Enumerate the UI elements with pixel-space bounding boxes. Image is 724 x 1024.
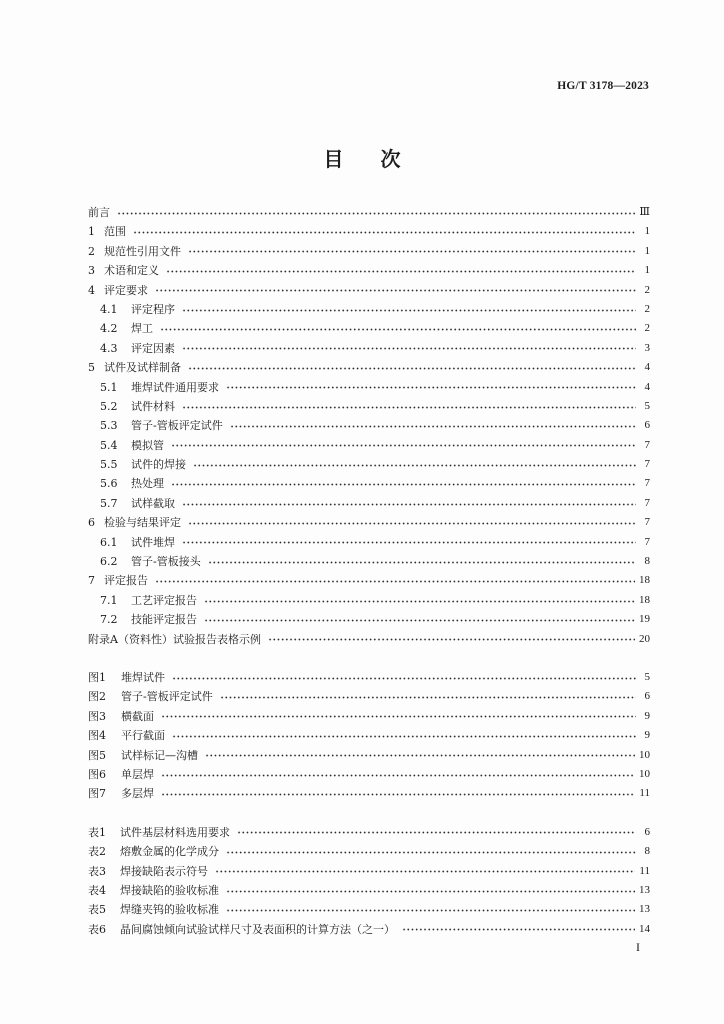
toc-entry-number: 图7	[88, 787, 106, 801]
toc-entry-number: 5.3	[100, 419, 118, 433]
toc-sections	[88, 203, 650, 649]
toc-entry	[88, 455, 650, 474]
toc-entry	[88, 474, 650, 493]
toc-entry	[88, 668, 650, 687]
toc-dot-leader	[205, 754, 635, 757]
toc-entry	[88, 765, 650, 784]
toc-entry	[88, 397, 650, 416]
toc-entry-title: 试件堆焊	[131, 535, 175, 549]
toc-entry-number: 4.2	[100, 322, 118, 336]
toc-entry-page: 7	[644, 477, 650, 490]
toc-entry-title: 晶间腐蚀倾向试验试样尺寸及表面积的计算方法（之一）	[120, 922, 395, 936]
toc-dot-leader	[161, 715, 636, 718]
toc-entry-title: 焊缝夹钨的验收标准	[120, 903, 219, 917]
toc-entry-number: 7.2	[100, 613, 118, 627]
toc-entry-title: 堆焊试件通用要求	[131, 380, 219, 394]
toc-entry-page: 2	[644, 283, 650, 296]
toc-entry-title: 评定程序	[131, 302, 175, 316]
toc-dot-leader	[188, 367, 636, 370]
toc-entry-number: 2	[88, 244, 95, 258]
toc-entry	[88, 900, 650, 919]
toc-entry-title: 焊接缺陷表示符号	[120, 864, 208, 878]
page-title: 目 次	[323, 147, 401, 171]
toc-tables	[88, 823, 650, 939]
toc-entry	[88, 436, 650, 455]
toc-entry	[88, 842, 650, 861]
toc-entry-page: 4	[644, 361, 650, 374]
toc-entry-page: 7	[644, 438, 650, 451]
toc-dot-leader	[182, 309, 636, 312]
toc-entry-page: 6	[644, 690, 650, 703]
toc-entry-page: 1	[644, 225, 650, 238]
standard-code: HG/T 3178—2023	[557, 80, 649, 92]
toc-entry	[88, 222, 650, 241]
toc-dot-leader	[161, 793, 635, 796]
toc-entry-title: 前言	[88, 206, 110, 219]
toc-entry-title: 试件及试样制备	[104, 361, 181, 375]
toc-dot-leader	[182, 406, 636, 409]
toc-entry-page: 14	[639, 922, 650, 935]
toc-dot-leader	[226, 386, 636, 389]
toc-entry-title: 单层焊	[121, 767, 154, 781]
toc-entry-number: 7.1	[100, 593, 118, 607]
toc-entry-page: 5	[644, 670, 650, 683]
toc-entry-title: 熔敷金属的化学成分	[120, 845, 219, 859]
toc-entry-page: 2	[644, 322, 650, 335]
toc-entry-title: 焊接缺陷的验收标准	[120, 883, 219, 897]
toc-entry-number: 3	[88, 264, 95, 278]
toc-entry-title: 附录A（资料性）试验报告表格示例	[88, 632, 261, 646]
toc-entry	[88, 571, 650, 590]
toc-entry-page: 7	[644, 458, 650, 471]
toc-entry-page: 9	[644, 729, 650, 742]
toc-dot-leader	[193, 464, 636, 467]
toc-entry-number: 表1	[88, 825, 106, 839]
toc-entry-page: 20	[639, 632, 650, 645]
toc-entry-title: 管子-管板接头	[131, 555, 201, 569]
toc-entry	[88, 494, 650, 513]
toc-entry	[88, 261, 650, 280]
toc-entry-title: 评定报告	[104, 574, 148, 588]
toc-dot-leader	[182, 503, 636, 506]
toc-entry-title: 评定要求	[104, 283, 148, 297]
toc-entry-number: 表3	[88, 864, 106, 878]
toc-entry-page: 4	[644, 380, 650, 393]
toc-entry-number: 图6	[88, 767, 106, 781]
toc-entry-number: 7	[88, 574, 95, 588]
toc-entry-page: 6	[644, 419, 650, 432]
toc-entry-number: 表2	[88, 845, 106, 859]
toc-dot-leader	[204, 600, 635, 603]
table-of-contents	[88, 203, 650, 939]
toc-dot-leader	[188, 250, 636, 253]
toc-entry	[88, 726, 650, 745]
toc-entry-number: 5.4	[100, 438, 118, 452]
toc-entry-page: 7	[644, 535, 650, 548]
toc-entry-title: 规范性引用文件	[104, 244, 181, 258]
toc-entry-number: 表4	[88, 883, 106, 897]
toc-dot-leader	[182, 347, 636, 350]
toc-entry-number: 4	[88, 283, 95, 297]
toc-dot-leader	[172, 677, 636, 680]
toc-entry	[88, 746, 650, 765]
toc-entry-page: Ⅲ	[639, 206, 650, 218]
toc-entry	[88, 687, 650, 706]
toc-entry	[88, 591, 650, 610]
toc-entry-page: 18	[639, 574, 650, 587]
toc-entry-number: 6	[88, 516, 95, 530]
toc-dot-leader	[268, 638, 635, 641]
toc-dot-leader	[171, 444, 636, 447]
toc-entry-title: 平行截面	[121, 729, 165, 743]
toc-entry-page: 13	[639, 903, 650, 916]
toc-entry-number: 4.1	[100, 302, 118, 316]
toc-entry-number: 4.3	[100, 341, 118, 355]
toc-dot-leader	[208, 561, 636, 564]
toc-entry-page: 10	[639, 767, 650, 780]
toc-entry-title: 工艺评定报告	[131, 593, 197, 607]
toc-entry-title: 横截面	[121, 709, 154, 723]
toc-dot-leader	[402, 928, 635, 931]
toc-entry-page: 1	[644, 264, 650, 277]
toc-entry-title: 试件基层材料选用要求	[120, 825, 230, 839]
toc-entry-number: 图5	[88, 748, 106, 762]
toc-entry-title: 范围	[104, 225, 126, 239]
toc-entry	[88, 416, 650, 435]
toc-entry-title: 管子-管板评定试件	[121, 690, 213, 704]
toc-entry-number: 5.2	[100, 399, 118, 413]
toc-entry-page: 1	[644, 244, 650, 257]
toc-dot-leader	[155, 289, 636, 292]
toc-entry	[88, 358, 650, 377]
toc-entry-number: 图2	[88, 690, 106, 704]
toc-entry	[88, 862, 650, 881]
toc-figures	[88, 668, 650, 804]
toc-entry	[88, 707, 650, 726]
toc-entry	[88, 784, 650, 803]
toc-entry-number: 图4	[88, 729, 106, 743]
toc-dot-leader	[171, 483, 636, 486]
toc-dot-leader	[215, 870, 635, 873]
toc-dot-leader	[166, 270, 636, 273]
toc-entry-title: 术语和定义	[104, 264, 159, 278]
toc-dot-leader	[172, 735, 636, 738]
toc-entry-number: 5.1	[100, 380, 118, 394]
toc-entry	[88, 300, 650, 319]
page-number: I	[636, 940, 640, 954]
toc-entry-title: 评定因素	[131, 341, 175, 355]
toc-entry-title: 试件的焊接	[131, 458, 186, 472]
toc-dot-leader	[226, 851, 636, 854]
toc-entry-title: 模拟管	[131, 438, 164, 452]
toc-entry-title: 试样标记—沟槽	[121, 748, 198, 762]
toc-entry-number: 图1	[88, 670, 106, 684]
toc-entry-page: 7	[644, 496, 650, 509]
toc-entry-page: 13	[639, 883, 650, 896]
toc-entry-title: 试样截取	[131, 496, 175, 510]
toc-entry-page: 11	[639, 864, 650, 877]
toc-entry-page: 10	[639, 748, 650, 761]
toc-entry	[88, 242, 650, 261]
toc-entry	[88, 378, 650, 397]
toc-entry	[88, 319, 650, 338]
toc-entry	[88, 920, 650, 939]
toc-entry	[88, 610, 650, 629]
toc-entry	[88, 203, 650, 222]
toc-entry-title: 堆焊试件	[121, 670, 165, 684]
toc-entry-title: 焊工	[131, 322, 153, 336]
toc-entry	[88, 339, 650, 358]
toc-entry-page: 19	[639, 613, 650, 626]
toc-dot-leader	[155, 580, 635, 583]
toc-dot-leader	[161, 774, 635, 777]
toc-dot-leader	[230, 425, 636, 428]
toc-entry-title: 技能评定报告	[131, 613, 197, 627]
toc-entry-page: 8	[644, 555, 650, 568]
toc-entry-number: 5.7	[100, 496, 118, 510]
toc-entry-page: 11	[639, 787, 650, 800]
toc-entry-number: 6.1	[100, 535, 118, 549]
toc-entry-title: 试件材料	[131, 399, 175, 413]
toc-dot-leader	[204, 619, 635, 622]
toc-dot-leader	[160, 328, 636, 331]
toc-dot-leader	[188, 522, 636, 525]
toc-entry	[88, 823, 650, 842]
toc-entry-number: 表6	[88, 922, 106, 936]
toc-entry-page: 8	[644, 845, 650, 858]
toc-entry-number: 表5	[88, 903, 106, 917]
toc-entry-number: 图3	[88, 709, 106, 723]
toc-entry-number: 1	[88, 225, 95, 239]
toc-dot-leader	[182, 541, 636, 544]
toc-entry	[88, 533, 650, 552]
toc-entry-number: 5.5	[100, 458, 118, 472]
toc-entry-title: 多层焊	[121, 787, 154, 801]
toc-entry-page: 5	[644, 399, 650, 412]
toc-entry	[88, 630, 650, 649]
toc-dot-leader	[226, 909, 635, 912]
toc-entry-page: 18	[639, 593, 650, 606]
toc-entry-page: 7	[644, 516, 650, 529]
toc-entry-page: 3	[644, 341, 650, 354]
toc-entry-number: 5	[88, 361, 95, 375]
toc-entry-page: 6	[644, 825, 650, 838]
toc-entry	[88, 552, 650, 571]
toc-entry-title: 管子-管板评定试件	[131, 419, 223, 433]
toc-entry-page: 9	[644, 709, 650, 722]
toc-entry-number: 5.6	[100, 477, 118, 491]
toc-entry-title: 检验与结果评定	[104, 516, 181, 530]
toc-entry	[88, 281, 650, 300]
toc-entry-page: 2	[644, 302, 650, 315]
toc-dot-leader	[237, 831, 636, 834]
toc-dot-leader	[226, 890, 635, 893]
toc-entry	[88, 513, 650, 532]
toc-entry-title: 热处理	[131, 477, 164, 491]
toc-dot-leader	[220, 696, 636, 699]
toc-entry-number: 6.2	[100, 555, 118, 569]
toc-dot-leader	[133, 231, 636, 234]
toc-entry	[88, 881, 650, 900]
toc-dot-leader	[117, 212, 635, 215]
